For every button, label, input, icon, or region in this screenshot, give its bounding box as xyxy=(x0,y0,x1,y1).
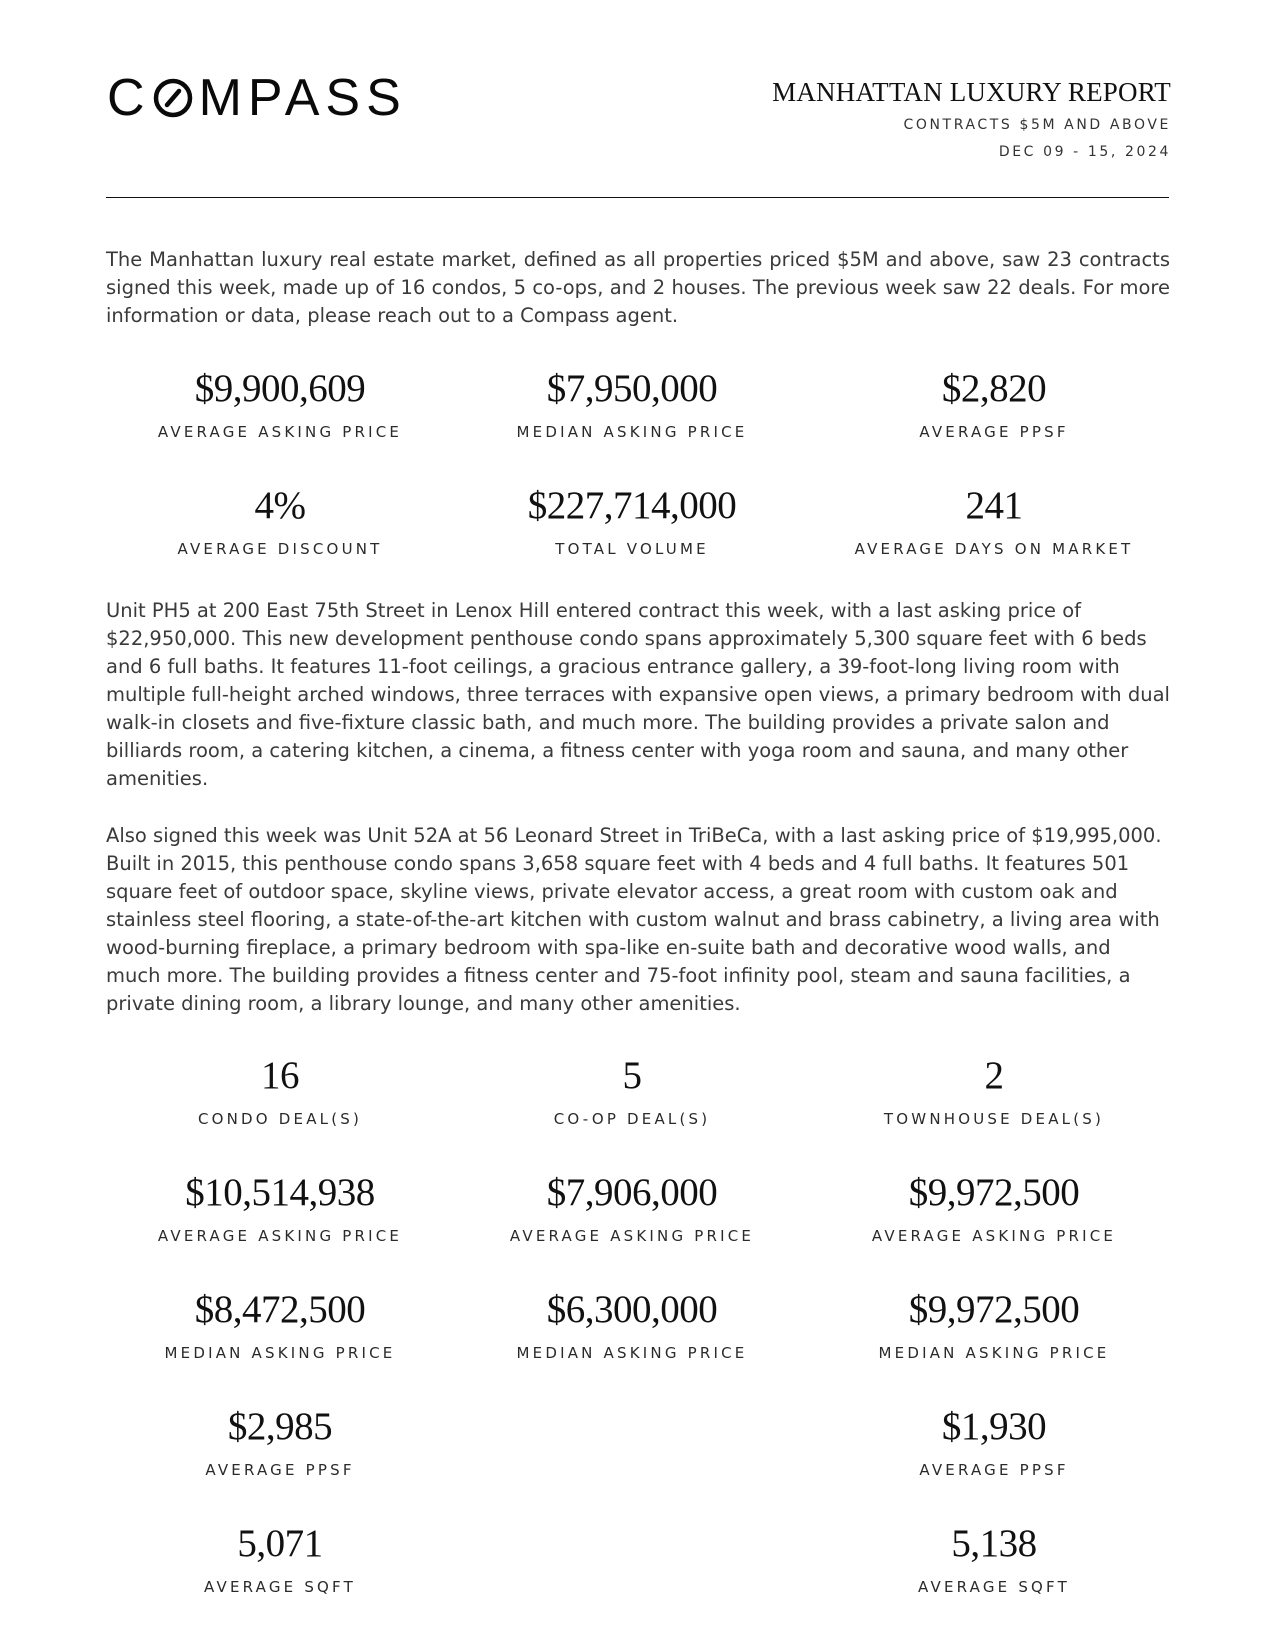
stat-value: 16 xyxy=(261,1054,299,1097)
stat-value: 5,071 xyxy=(237,1522,323,1565)
stat-median-asking-price xyxy=(452,367,812,441)
coop-median-asking-price xyxy=(452,1288,812,1362)
stat-label: AVERAGE DISCOUNT xyxy=(177,540,383,558)
stat-average-asking-price xyxy=(100,367,460,441)
logo-letters-start: C xyxy=(107,69,151,127)
featured-deal-paragraph-1: Unit PH5 at 200 East 75th Street in Lenox Hill entered contract this week, with a last asking price of $22,950,000. This new development penthouse condo spans approximately 5,300 square feet with 6 beds and 6 full baths. It features 11-foot ceilings, a gracious entrance gallery, a 39-foot-long living room with multiple full-height arched windows, three terraces with expansive open views, a primary bedroom with dual walk-in closets and five-fixture classic bath, and much more. The building provides a private salon and billiards room, a catering kitchen, a cinema, a fitness center with yoga room and sauna, and many other amenities. xyxy=(106,599,1170,790)
stat-value: $6,300,000 xyxy=(546,1288,718,1331)
stat-value: 4% xyxy=(254,484,306,527)
compass-logo xyxy=(107,70,407,126)
stat-label: AVERAGE PPSF xyxy=(919,1461,1069,1479)
stat-value: $9,972,500 xyxy=(908,1288,1080,1331)
condo-average-sqft xyxy=(100,1522,460,1596)
stat-value: 5 xyxy=(622,1054,642,1097)
report-subtitle: CONTRACTS $5M AND ABOVE xyxy=(903,117,1171,133)
stat-average-days-on-market xyxy=(814,484,1174,558)
stat-value: $8,472,500 xyxy=(194,1288,366,1331)
townhouse-deals xyxy=(814,1054,1174,1128)
townhouse-average-sqft xyxy=(814,1522,1174,1596)
stat-label: AVERAGE DAYS ON MARKET xyxy=(854,540,1134,558)
header-divider xyxy=(106,197,1169,198)
logo-letters-end: MPASS xyxy=(198,69,407,127)
compass-o-icon xyxy=(153,78,193,118)
stat-value: $9,972,500 xyxy=(908,1171,1080,1214)
stat-average-ppsf xyxy=(814,367,1174,441)
stat-label: AVERAGE ASKING PRICE xyxy=(157,1227,403,1245)
stat-average-discount xyxy=(100,484,460,558)
stat-label: MEDIAN ASKING PRICE xyxy=(878,1344,1110,1362)
condo-deals xyxy=(100,1054,460,1128)
coop-average-asking-price xyxy=(452,1171,812,1245)
townhouse-median-asking-price xyxy=(814,1288,1174,1362)
stat-value: $7,950,000 xyxy=(546,367,718,410)
stat-label: MEDIAN ASKING PRICE xyxy=(516,423,748,441)
stat-label: MEDIAN ASKING PRICE xyxy=(516,1344,748,1362)
intro-paragraph: The Manhattan luxury real estate market, defined as all properties priced $5M and above, saw 23 contracts signed this week, made up of 16 condos, 5 co-ops, and 2 houses. The previous week saw 22 deals. For more information or data, please reach out to a Compass agent. xyxy=(106,248,1170,327)
stat-value: 2 xyxy=(984,1054,1004,1097)
featured-deal-paragraph-2: Also signed this week was Unit 52A at 56 Leonard Street in TriBeCa, with a last asking price of $19,995,000. Built in 2015, this penthouse condo spans 3,658 square feet with 4 beds and 4 full baths. It features 501 square feet of outdoor space, skyline views, private elevator access, a great room with custom oak and stainless steel flooring, a state-of-the-art kitchen with custom walnut and brass cabinetry, a living area with wood-burning fireplace, a primary bedroom with spa-like en-suite bath and decorative wood walls, and much more. The building provides a fitness center and 75-foot infinity pool, steam and sauna facilities, a private dining room, a library lounge, and many other amenities. xyxy=(106,824,1162,1015)
stat-value: $10,514,938 xyxy=(185,1171,375,1214)
stat-value: 5,138 xyxy=(951,1522,1037,1565)
stat-value: $1,930 xyxy=(941,1405,1047,1448)
stat-label: CO-OP DEAL(S) xyxy=(553,1110,711,1128)
stat-label: AVERAGE ASKING PRICE xyxy=(871,1227,1117,1245)
stat-label: MEDIAN ASKING PRICE xyxy=(164,1344,396,1362)
coop-deals xyxy=(452,1054,812,1128)
condo-average-ppsf xyxy=(100,1405,460,1479)
stat-value: $227,714,000 xyxy=(527,484,737,527)
stat-label: CONDO DEAL(S) xyxy=(197,1110,363,1128)
townhouse-average-ppsf xyxy=(814,1405,1174,1479)
stat-value: $7,906,000 xyxy=(546,1171,718,1214)
stat-label: AVERAGE ASKING PRICE xyxy=(157,423,403,441)
stat-value: 241 xyxy=(965,484,1023,527)
stat-value: $2,820 xyxy=(941,367,1047,410)
stat-label: AVERAGE SQFT xyxy=(918,1578,1070,1596)
condo-median-asking-price xyxy=(100,1288,460,1362)
stat-label: AVERAGE SQFT xyxy=(204,1578,356,1596)
townhouse-average-asking-price xyxy=(814,1171,1174,1245)
report-title: MANHATTAN LUXURY REPORT xyxy=(772,77,1171,107)
stat-value: $2,985 xyxy=(227,1405,333,1448)
report-date-range: DEC 09 - 15, 2024 xyxy=(998,144,1171,160)
stat-label: AVERAGE ASKING PRICE xyxy=(509,1227,755,1245)
stat-label: TOWNHOUSE DEAL(S) xyxy=(883,1110,1105,1128)
stat-value: $9,900,609 xyxy=(194,367,366,410)
stat-label: AVERAGE PPSF xyxy=(205,1461,355,1479)
stat-label: AVERAGE PPSF xyxy=(919,423,1069,441)
stat-total-volume xyxy=(452,484,812,558)
condo-average-asking-price xyxy=(100,1171,460,1245)
stat-label: TOTAL VOLUME xyxy=(555,540,709,558)
